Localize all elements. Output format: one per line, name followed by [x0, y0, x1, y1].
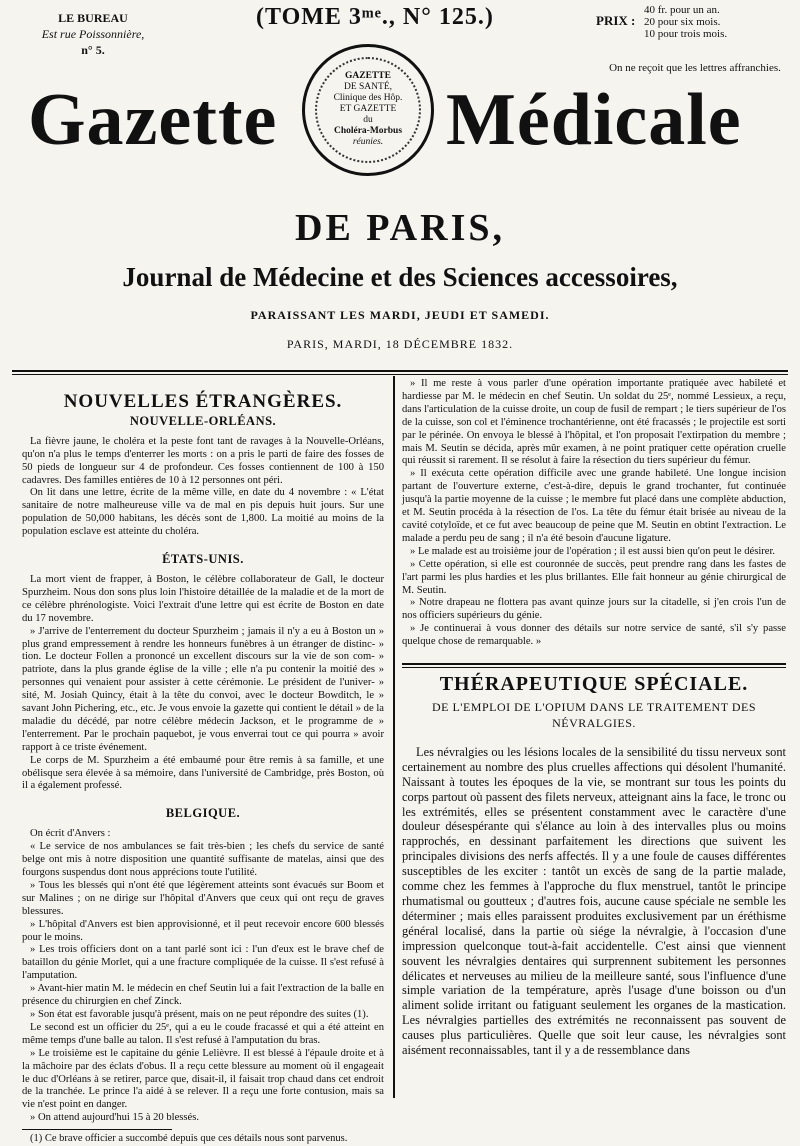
seal-text [315, 57, 421, 163]
paragraph: On lit dans une lettre, écrite de la même ville, en date du 4 novembre : « L'état sanitaire de notre malheureuse ville va de mal en pis depuis huit jours. Sur une population de 50,000 habitans, les décès sont de 1,800. La moitié au moins de la population esclave est atteinte du choléra. [22, 487, 384, 538]
paragraph: » Le malade est au troisième jour de l'opération ; il est aussi bien qu'on peut le désirer. [410, 545, 776, 557]
seal-line: réunies. [352, 137, 384, 147]
masthead-rule-thin [12, 374, 788, 375]
section-heading: NOUVELLES ÉTRANGÈRES. [63, 391, 343, 412]
paragraph: La mort vient de frapper, à Boston, le célèbre collaborateur de Gall, le docteur Spurzheim. Nous don sons plus loin l'histoire détaillée de la maladie et de la mort de ce célèbre phrénologiste. Voici l'extrait d'une lettre qui est écrite de Boston en date du 17 novembre. [22, 573, 384, 624]
subtitle-de-paris: DE PARIS, [295, 207, 505, 249]
seal-line: du [363, 115, 373, 125]
paragraph: Les névralgies ou les lésions locales de la sensibilité du tissu nerveux sont certainement au nombre des plus cruelles affections qui désolent l'humanité. Naissant à toutes les époques de la vie, se montrant sur tous les points du corps partout où passent des filets nerveux, atteignant ains la face, le tronc ou les extrémités, elles se présentent constamment avec le caractère d'une douleur désespérante qui s'élance au loin à des intervalles plus ou moins rapprochés, en dessinant parfaitement les directions que suivent les principales divisions des nerfs affectés. Il y a une foule de causes différentes susceptibles de les exciter : tantôt un excès de sang de la partie malade, comme chez les femmes à l'approche du flux menstruel, tantôt le principe rhumatismal ou goutteux ; d'autres fois, aucune cause spéciale ne semble les déterminer ; mais elles paraissent produites exclusivement par un éréthisme général localisé, dans la partie où siége la névralgie, à l'occasion d'une impression quelconque tout-à-fait accidentelle. C'est ainsi que viennent souvent les névralgies dentaires qui surprennent subitement les personnes délicates et nerveuses au milieu de la meilleure santé, sous l'influence d'une simple variation de la température, après l'usage d'une boisson ou d'un aliment solide irritant ou fatiguant seulement les organes de la mastication. Les névralgies partielles des extrémités ne reconnaissent pas souvent de causes plus particulières. Quelle que soit leur cause, les névralgies sont aisément reconnaissables, tant il y a de ressemblance dans [402, 744, 786, 1058]
paragraph: » Cette opération, si elle est couronnée de succès, peut prendre rang dans les fastes de l'art parmi les plus hardies et les plus brillantes. Elle fait honneur au génie chirurgical de M. Seutin. [402, 558, 786, 596]
price-line: 40 fr. pour un an. [644, 4, 720, 16]
section-heading: THÉRAPEUTIQUE SPÉCIALE. [439, 673, 749, 696]
paragraph: » J'arrive de l'enterrement du docteur Spurzheim ; jamais il n'y a eu à Boston un » plus grand empressement à rendre les honneurs funèbres à un étranger de distinc- » tion. Le docteur Follen a prononcé un excellent discours sur la vie de son com- » patriote, dans la plus grande église de la ville ; elle n'a pu contenir la moitié des » personnes qui venaient pour assister à cette cérémonie. Le président de l'univer- » sité, M. Josiah Quincy, était à la tête du convoi, avec le docteur Bowditch, le » savant John Pichering, etc., etc. Je vous envoie la gazette qui contient le détail » de la maladie du décédé, par notre célèbre médecin Jackson, et le programme de » l'enterrement. Par le prochain paquebot, je vous enverrai tout ce qui pourra » avoir rapport à ce triste événement. [22, 625, 384, 753]
bureau-address [18, 10, 168, 58]
paragraph: Le second est un officier du 25ᵉ, qui a eu le coude fracassé et qui a été atteint en même temps d'une balle au talon. Il s'est refusé à l'amputation du bras. [22, 1021, 384, 1046]
journal-subtitle: Journal de Médecine et des Sciences accessoires, [122, 262, 678, 292]
paragraph: On écrit d'Anvers : [30, 828, 111, 840]
seal-line: Clinique des Hôp. [333, 93, 403, 103]
section-rule-thin [402, 667, 786, 668]
seal-line: Choléra-Morbus [333, 126, 403, 136]
section-rule [402, 663, 786, 665]
postage-notice: On ne reçoit que les lettres affranchies. [609, 62, 781, 74]
price-line: 20 pour six mois. [644, 16, 721, 28]
bureau-line: LE BUREAU [58, 11, 128, 25]
paragraph: » Son état est favorable jusqu'à présent, mais on ne peut répondre des suites (1). [30, 1008, 369, 1020]
paragraph: » L'hôpital d'Anvers est bien approvisionné, et il peut recevoir encore 600 blessés pour le moins. [22, 918, 384, 943]
seal-line: GAZETTE [345, 71, 391, 81]
price-line: 10 pour trois mois. [644, 28, 728, 40]
left-column [22, 378, 384, 1146]
seal-line: DE SANTÉ, [343, 82, 393, 92]
paragraph: » Tous les blessés qui n'ont été que légèrement atteints sont évacués sur Boom et sur Malines ; on ne dirige sur l'hôpital d'Anvers que ceux qui ont reçu de graves blessures. [22, 879, 384, 917]
article-subtitle: DE L'EMPLOI DE L'OPIUM DANS LE TRAITEMENT DES NÉVRALGIES. [431, 699, 757, 730]
right-column [402, 378, 786, 1058]
subsection-title: NOUVELLE-ORLÉANS. [129, 413, 277, 428]
price-label: PRIX : [596, 13, 636, 28]
footnote: (1) Ce brave officier a succombé depuis que ces détails nous sont parvenus. [30, 1133, 348, 1145]
tome-number: (TOME 3ᵐᵉ., N° 125.) [256, 4, 494, 30]
paragraph: » Notre drapeau ne flottera pas avant quinze jours sur la citadelle, si j'en crois l'un de nos officiers supérieurs du génie. [402, 597, 786, 622]
dateline: PARIS, MARDI, 18 DÉCEMBRE 1832. [286, 337, 514, 351]
subsection-title: ÉTATS-UNIS. [162, 552, 244, 567]
paragraph: La fièvre jaune, le choléra et la peste font tant de ravages à la Nouvelle-Orléans, qu'on n'a plus le temps d'enterrer les morts : on a pris le parti de faire des fosses de 50 pieds de longueur sur 4 de profondeur. Ces fosses contiennent de 100 à 150 cadavres. Des familles entières de 10 à 12 personnes ont péri. [22, 435, 384, 486]
title-gazette: Gazette [28, 79, 278, 161]
publication-days: PARAISSANT LES MARDI, JEUDI ET SAMEDI. [250, 308, 550, 322]
footnote-rule [22, 1129, 172, 1130]
paragraph: Le corps de M. Spurzheim a été embaumé pour être remis à sa famille, et une obélisque sera élevée à sa mémoire, dans l'université de Cambridge, près Boston, où il a également professé. [22, 754, 384, 792]
masthead-rule [12, 370, 788, 372]
seal-line: ET GAZETTE [339, 104, 397, 114]
paragraph: » On attend aujourd'hui 15 à 20 blessés. [30, 1112, 200, 1124]
article-body [402, 745, 786, 1058]
paragraph: » Il me reste à vous parler d'une opération importante pratiquée avec habileté et hardiesse par M. le médecin en chef Seutin. Un soldat du 25ᵉ, nommé Lessieux, a reçu, dans l'articulation de la cuisse droite, un coup de fusil de rempart ; le tiers supérieur de l'os de la cuisse, son col et l'éminence trochantérienne, ont été fracassés ; le projectile est sorti par le périnée. On envoya le blessé à l'hôpital, et l'on proposait l'extirpation du membre ; mais M. Seutin se décida, après mûr examen, à ne point pratiquer cette opération cruelle qui réussit si rarement. Il se résolut à faire la résection du tiers supérieur du fémur. [402, 378, 786, 467]
wreath-seal [302, 44, 434, 176]
paragraph: » Les trois officiers dont on a tant parlé sont ici : l'un d'eux est le brave chef de bataillon du génie Morlet, qui a une fracture compliquée de la cuisse. Il s'est refusé à l'amputation. [22, 944, 384, 982]
paragraph: » Avant-hier matin M. le médecin en chef Seutin lui a fait l'extraction de la balle en présence du chirurgien en chef Zinck. [22, 983, 384, 1008]
bureau-line: Est rue Poissonnière, [41, 27, 145, 41]
bureau-line: n° 5. [81, 43, 105, 57]
title-medicale: Médicale [446, 79, 742, 161]
column-divider [393, 376, 395, 1098]
subsection-title: BELGIQUE. [165, 806, 241, 821]
paragraph: » Je continuerai à vous donner des détails sur notre service de santé, s'il s'y passe quelque chose de remarquable. » [402, 623, 786, 648]
paragraph: « Le service de nos ambulances se fait très-bien ; les chefs du service de santé belge ont mis à notre disposition une quantité suffisante de matelas, ainsi que des fourgons suspendus dont nous apprécions toute l'utilité. [22, 841, 384, 878]
paragraph: » Il exécuta cette opération difficile avec une grande habileté. Une longue incision partant de l'ouverture externe, c'est-à-dire, depuis le grand trochanter, fut continuée jusqu'à la partie moyenne de la cuisse ; le membre fut placé dans une complète abduction, et M. Seutin procéda à la résection de l'os. La tête du fémur était brisée au niveau de la cavité cotyloïde, et ce fut avec beaucoup de peine que M. Seutin en obtint l'extraction. Le malade a perdu peu de sang ; il n'a été besoin d'aucune ligature. [402, 468, 786, 544]
paragraph: » Le troisième est le capitaine du génie Lelièvre. Il est blessé à l'épaule droite et à la mâchoire par des éclats d'obus. Il a reçu cette blessure au moment où il engageait le duc d'Orléans à se retirer, parce que, disait-il, il faisait trop chaud dans cet endroit de la tranchée. Le prince l'a aidé à se relever. Il a reçu une forte contusion, mais sa vie n'est point en danger. [22, 1047, 384, 1111]
